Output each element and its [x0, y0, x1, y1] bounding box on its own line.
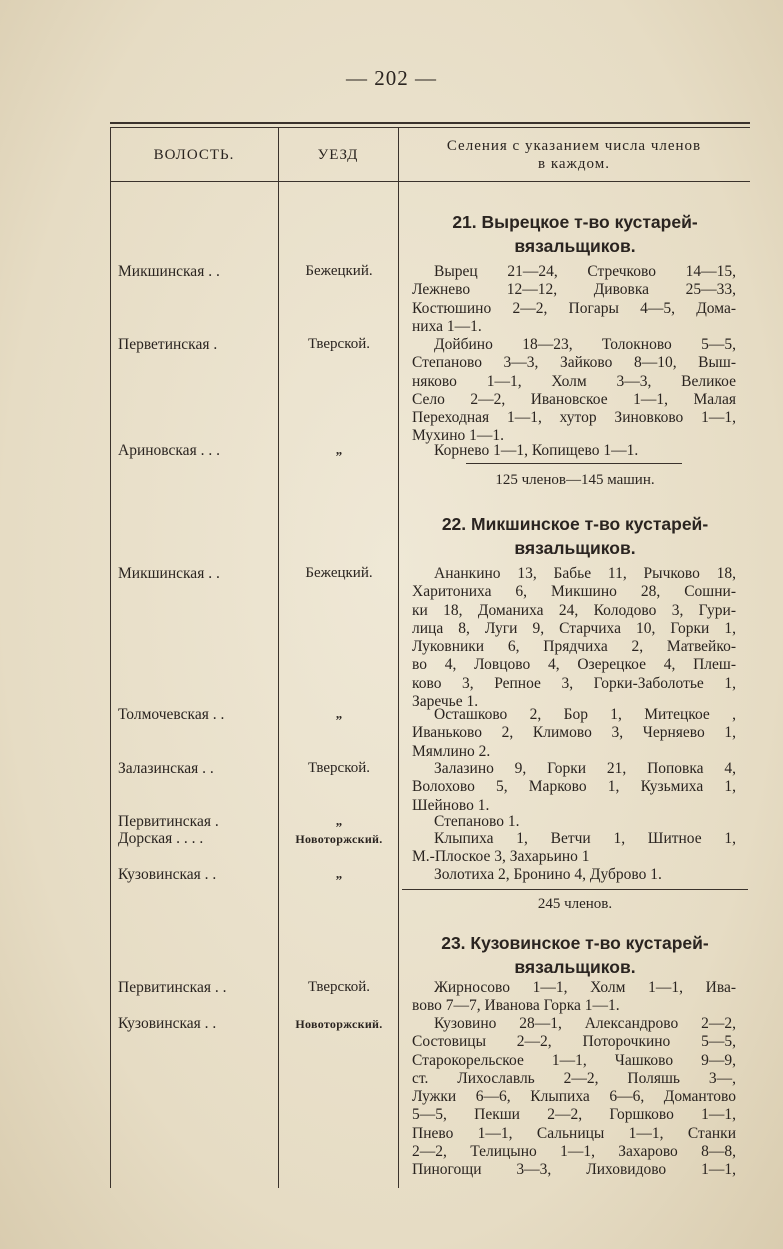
header-volost: ВОЛОСТЬ.: [153, 147, 235, 163]
settlements-text: [412, 813, 736, 831]
page-number: — 202 —: [346, 66, 437, 90]
volost-name: Кузовинская . .: [118, 866, 217, 883]
section-title-line: 22. Микшинское т-во кустарей-: [441, 514, 709, 534]
text-line: М.-Плоское 3, Захарьино 1: [412, 848, 590, 866]
column-divider-2: [398, 128, 399, 1188]
settlements-text: [412, 979, 736, 1016]
uezd-name: Новоторжский.: [295, 832, 383, 846]
settlements-text: [412, 565, 736, 711]
text-line: Пнево 1—1, Сальницы 1—1, Станки: [412, 1124, 736, 1142]
volost-name: Первитинская .: [118, 813, 219, 830]
settlements-text: [412, 760, 736, 815]
text-line: Дойбино 18—23, Толокново 5—5,: [434, 336, 736, 353]
text-line: Мямлино 2.: [412, 742, 491, 760]
settlements-text: [412, 866, 736, 884]
text-line: лица 8, Луги 9, Старчиха 10, Горки 1,: [412, 619, 736, 637]
uezd-name: Бежецкий.: [305, 263, 373, 279]
text-line: Золотиха 2, Бронино 4, Дуброво 1.: [434, 866, 662, 883]
text-line: Село 2—2, Ивановское 1—1, Малая: [412, 390, 736, 408]
text-line: во 4, Ловцово 4, Озерецкое 4, Плеш-: [412, 656, 736, 674]
header-settlements-line1: Селения с указанием числа членов: [446, 138, 702, 154]
section-divider: [402, 889, 748, 890]
table-left-border: [110, 128, 111, 1188]
volost-name: Толмочевская . .: [118, 706, 225, 723]
uezd-name: Тверской.: [307, 336, 371, 352]
text-line: Мухино 1—1.: [412, 427, 504, 445]
text-line: Вырец 21—24, Стречково 14—15,: [434, 263, 736, 280]
volost-name: Залазинская . .: [118, 760, 214, 777]
text-line: Кузовино 28—1, Александрово 2—2,: [434, 1015, 736, 1032]
volost-name: Микшинская . .: [118, 565, 220, 582]
section-divider: [466, 463, 682, 464]
text-line: Лужки 6—6, Клыпиха 6—6, Домантово: [412, 1088, 736, 1106]
uezd-name: Тверской.: [307, 979, 371, 995]
header-settlements-line2: в каждом.: [537, 156, 610, 172]
uezd-name: Тверской.: [307, 760, 371, 776]
text-line: 5—5, Пекши 2—2, Горшково 1—1,: [412, 1106, 736, 1124]
text-line: Старокорельское 1—1, Чашково 9—9,: [412, 1051, 736, 1069]
text-line: Жирносово 1—1, Холм 1—1, Ива-: [434, 979, 736, 996]
section-total: 125 членов—145 машин.: [495, 472, 655, 488]
text-line: Заречье 1.: [412, 693, 479, 711]
text-line: Клыпиха 1, Ветчи 1, Шитное 1,: [434, 830, 736, 847]
settlements-text: [412, 1015, 736, 1180]
text-line: Харитониха 6, Микшино 28, Сошни-: [412, 583, 736, 601]
volost-name: Дорская . . . .: [118, 830, 204, 847]
text-line: Переходная 1—1, хутор Зиновково 1—1,: [412, 409, 736, 427]
text-line: Волохово 5, Марково 1, Кузьмиха 1,: [412, 778, 736, 796]
text-line: Осташково 2, Бор 1, Митецкое ,: [434, 706, 736, 723]
text-line: няково 1—1, Холм 3—3, Великое: [412, 372, 736, 390]
text-line: 2—2, Телицыно 1—1, Захарово 8—8,: [412, 1143, 736, 1161]
text-line: Иваньково 2, Климово 3, Черняево 1,: [412, 724, 736, 742]
volost-name: Первитинская . .: [118, 979, 227, 996]
column-divider-1: [278, 128, 279, 1188]
text-line: Шейново 1.: [412, 796, 490, 814]
uezd-ditto-mark: „: [335, 442, 343, 457]
section-title: [402, 512, 748, 560]
header-uezd: УЕЗД: [317, 147, 359, 163]
section-title-line: 23. Кузовинское т-во кустарей-: [441, 933, 709, 953]
text-line: Степаново 1.: [434, 813, 520, 830]
section-title-line: вязальщиков.: [514, 538, 636, 558]
uezd-ditto-mark: „: [335, 813, 343, 828]
table-top-rule: [110, 122, 750, 124]
volost-name: Ариновская . . .: [118, 442, 220, 459]
text-line: ково 3, Репное 3, Горки-Заболотье 1,: [412, 674, 736, 692]
settlements-text: [412, 336, 736, 446]
section-title: [402, 210, 748, 258]
uezd-ditto-mark: „: [335, 866, 343, 881]
header-settlements: [398, 130, 750, 180]
uezd-name: Новоторжский.: [295, 1017, 383, 1031]
text-line: Лежнево 12—12, Дивовка 25—33,: [412, 281, 736, 299]
text-line: Корнево 1—1, Копищево 1—1.: [434, 442, 639, 459]
section-title-line: вязальщиков.: [514, 236, 636, 256]
text-line: Степаново 3—3, Зайково 8—10, Выш-: [412, 354, 736, 372]
settlements-text: [412, 442, 736, 460]
settlements-text: [412, 706, 736, 761]
uezd-name: Бежецкий.: [305, 565, 373, 581]
section-title-line: вязальщиков.: [514, 957, 636, 977]
text-line: Ананкино 13, Бабье 11, Рычково 18,: [434, 565, 736, 582]
table-top-rule-thin: [110, 127, 750, 128]
section-title-line: 21. Вырецкое т-во кустарей-: [452, 212, 698, 232]
volost-name: Перветинская .: [118, 336, 218, 353]
text-line: вово 7—7, Иванова Горка 1—1.: [412, 997, 620, 1015]
section-title: [402, 931, 748, 979]
text-line: Костюшино 2—2, Погары 4—5, Дома-: [412, 299, 736, 317]
text-line: ст. Лихославль 2—2, Поляшь 3—,: [412, 1069, 736, 1087]
uezd-ditto-mark: „: [335, 706, 343, 721]
text-line: Луковники 6, Прядчиха 2, Матвейко-: [412, 638, 736, 656]
text-line: Пиногощи 3—3, Лиховидово 1—1,: [412, 1161, 736, 1179]
volost-name: Кузовинская . .: [118, 1015, 217, 1032]
header-bottom-rule: [110, 181, 750, 182]
settlements-text: [412, 830, 736, 867]
text-line: Состовицы 2—2, Поторочкино 5—5,: [412, 1033, 736, 1051]
section-total: 245 членов.: [537, 896, 613, 912]
text-line: Залазино 9, Горки 21, Поповка 4,: [434, 760, 736, 777]
volost-name: Микшинская . .: [118, 263, 220, 280]
settlements-text: [412, 263, 736, 336]
text-line: ниха 1—1.: [412, 317, 482, 335]
text-line: ки 18, Доманиха 24, Колодово 3, Гури-: [412, 601, 736, 619]
